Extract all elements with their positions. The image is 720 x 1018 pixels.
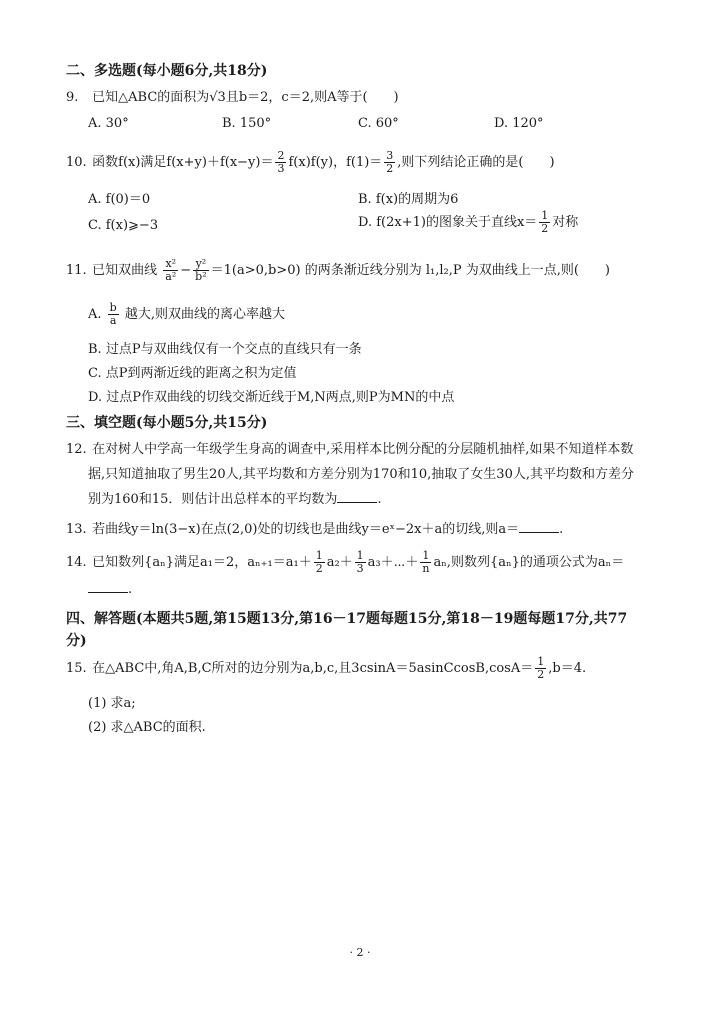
fraction: $\frac{2}{3}$ xyxy=(277,149,285,175)
q10-option-d: D. f(2x+1)的图象关于直线x＝ $\frac{1}{2}$ 对称 xyxy=(358,209,579,235)
q10-option-c: C. f(x)⩾−3 xyxy=(88,218,159,233)
question-10 xyxy=(66,150,555,175)
question-number: 9. xyxy=(66,90,79,105)
question-text: 函数f(x)满足f(x+y)＋f(x−y)＝ xyxy=(92,155,274,170)
question-number: 14. xyxy=(66,555,87,570)
q9-option-d: D. 120° xyxy=(494,116,544,131)
question-number: 12. xyxy=(66,442,87,457)
question-14-blank-line: . xyxy=(88,580,132,597)
q9-option-b: B. 150° xyxy=(222,116,272,131)
question-14: 14. 已知数列{aₙ}满足a₁＝2，aₙ₊₁＝a₁＋ $\frac{1}{2}$ a₂＋ $\frac{1}{3}$ a₃＋⋯＋ $\frac{1}{n}$ aₙ,则数列{aₙ}的通项公式为aₙ＝ xyxy=(66,549,625,575)
q11-option-c: C. 点P到两渐近线的距离之积为定值 xyxy=(88,366,297,381)
q11-option-a: A. $\frac{b}{a}$ 越大,则双曲线的离心率越大 xyxy=(88,301,285,327)
question-12: 12. 在对树人中学高一年级学生身高的调查中,采用样本比例分配的分层随机抽样,如果不知道样本数 xyxy=(66,442,634,457)
fraction: $\frac{\text{y²}}{\text{b²}}$ xyxy=(195,257,207,283)
answer-blank xyxy=(519,520,559,533)
question-11: 11. 已知双曲线 $\frac{\text{x²}}{\text{a²}}$ − $\frac{\text{y²}}{\text{b²}}$ ＝1(a>0,b>0) 的两条渐近线分别为 l₁,l₂,P 为双曲线上一点,则( ) xyxy=(66,257,610,283)
section-title-multi-choice: 二、多选题(每小题6分,共18分) xyxy=(66,63,268,79)
question-12-line-2: 据,只知道抽取了男生20人,其平均数和方差分别为170和10,抽取了女生30人,其平均数和方差分 xyxy=(88,467,634,482)
section-title-solutions-cont: 分) xyxy=(66,633,87,649)
q10-option-b: B. f(x)的周期为6 xyxy=(358,192,459,207)
question-13: 13. 若曲线y＝ln(3−x)在点(2,0)处的切线也是曲线y＝eˣ−2x＋a的切线,则a＝ . xyxy=(66,522,564,537)
question-text: ,则下列结论正确的是( ) xyxy=(397,155,555,170)
q9-option-c: C. 60° xyxy=(358,116,399,131)
answer-blank xyxy=(337,490,377,503)
q9-option-a: A. 30° xyxy=(88,116,129,131)
fraction: $\frac{3}{2}$ xyxy=(386,149,394,175)
section-title-fill-blank: 三、填空题(每小题5分,共15分) xyxy=(66,415,268,431)
q10-option-a: A. f(0)＝0 xyxy=(88,192,151,207)
question-number: 15. xyxy=(66,661,87,676)
q11-option-b: B. 过点P与双曲线仅有一个交点的直线只有一条 xyxy=(88,342,362,357)
section-title-solutions: 四、解答题(本题共5题,第15题13分,第16－17题每题15分,第18－19题每题17分,共77 xyxy=(66,611,628,627)
q11-option-d: D. 过点P作双曲线的切线交渐近线于M,N两点,则P为MN的中点 xyxy=(88,390,455,405)
question-15-part-1: (1) 求a; xyxy=(88,696,136,711)
question-text: f(x)f(y)，f(1)＝ xyxy=(288,155,383,170)
question-9 xyxy=(66,86,399,105)
question-15: 15. 在△ABC中,角A,B,C所对的边分别为a,b,c,且3csinA＝5asinCcosB,cosA＝ $\frac{1}{2}$ ,b＝4. xyxy=(66,655,587,681)
page-number: · 2 · xyxy=(349,946,371,959)
question-number: 13. xyxy=(66,522,87,537)
question-number: 10. xyxy=(66,155,87,170)
question-15-part-2: (2) 求△ABC的面积. xyxy=(88,720,206,735)
question-12-line-3: 别为160和15．则估计出总样本的平均数为 . xyxy=(88,492,382,507)
question-text: 已知△ABC的面积为√3且b＝2，c＝2,则A等于( ) xyxy=(92,90,399,105)
question-number: 11. xyxy=(66,263,87,278)
fraction: $\frac{\text{x²}}{\text{a²}}$ xyxy=(165,257,177,283)
answer-blank xyxy=(88,580,128,593)
